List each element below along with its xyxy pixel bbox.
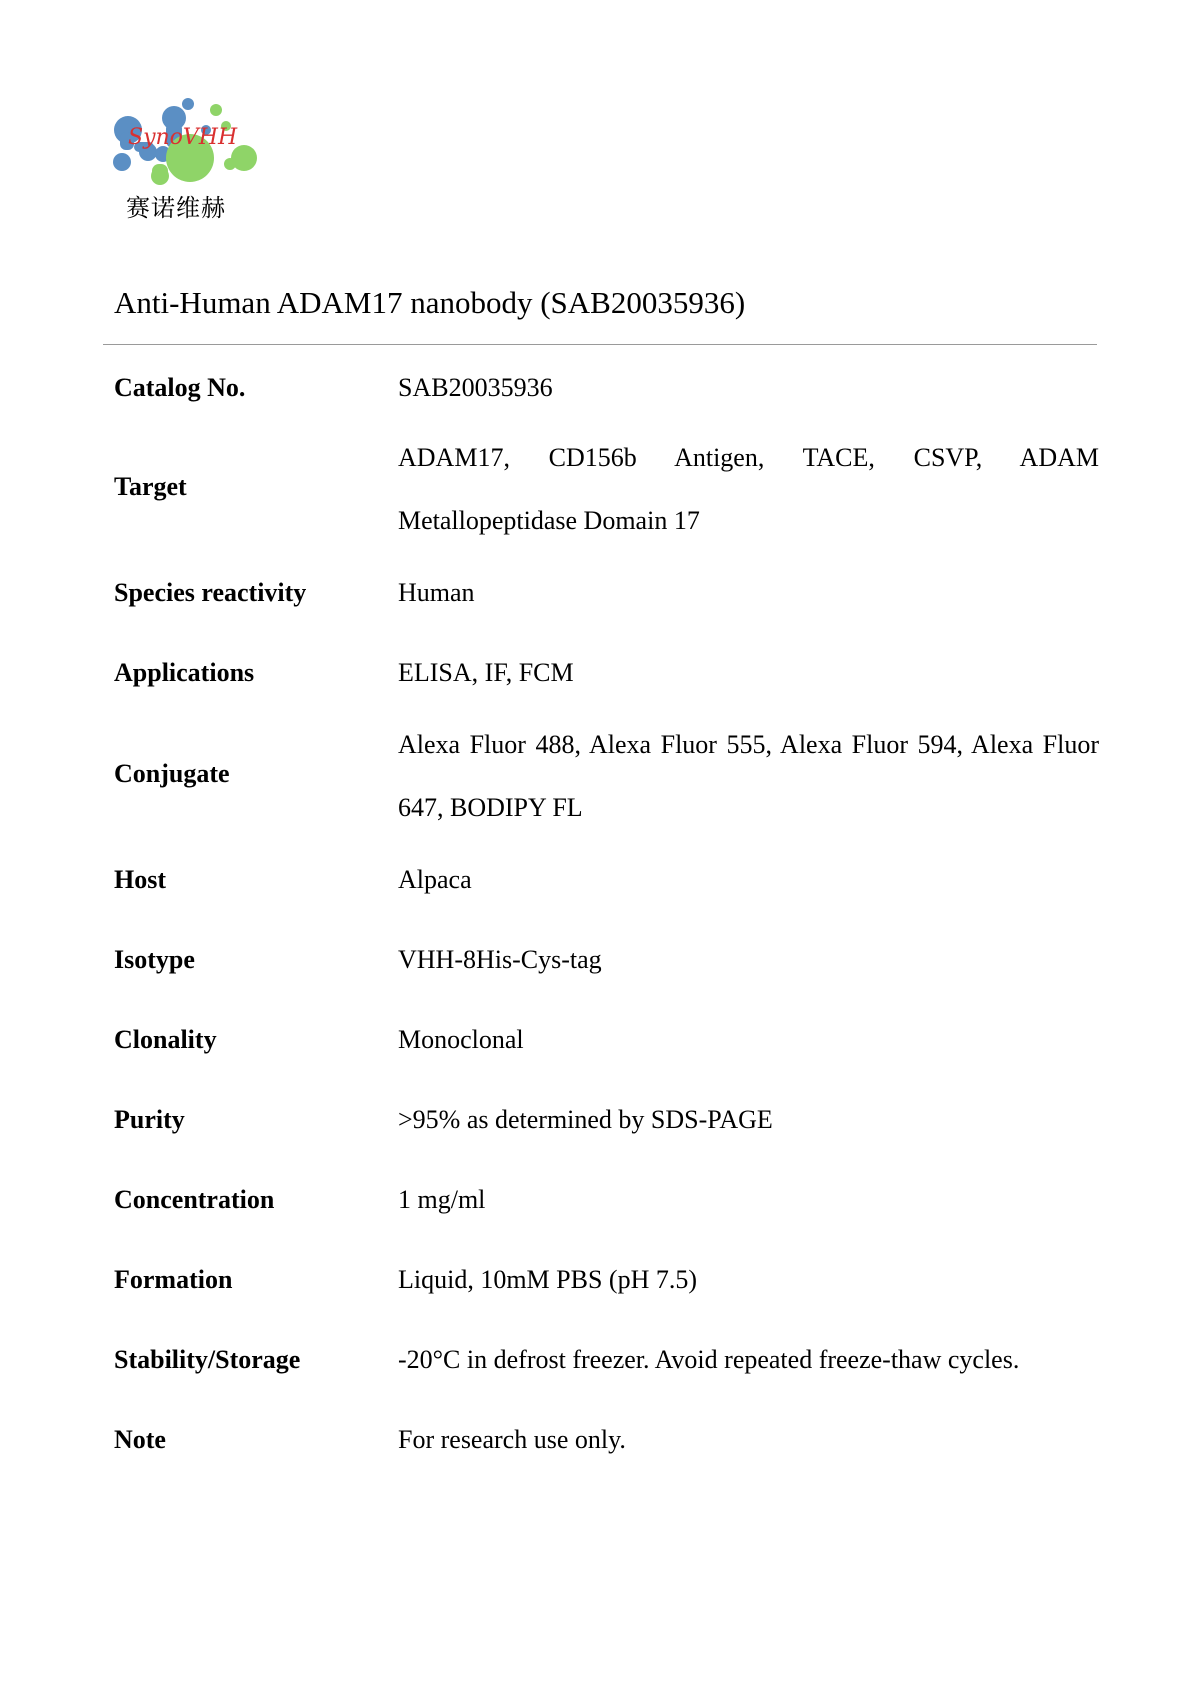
field-label: Species reactivity bbox=[114, 578, 307, 607]
synovhh-logo-graphic bbox=[108, 96, 268, 188]
document-title: Anti-Human ADAM17 nanobody (SAB20035936) bbox=[114, 285, 746, 320]
field-label: Isotype bbox=[114, 945, 195, 974]
field-label: Catalog No. bbox=[114, 373, 246, 402]
logo-caption: 赛诺维赫 bbox=[126, 194, 226, 222]
field-value: -20°C in defrost freezer. Avoid repeated freeze-thaw cycles. bbox=[398, 1345, 1020, 1374]
field-value: Alpaca bbox=[398, 865, 472, 894]
field-label: Conjugate bbox=[114, 759, 230, 788]
field-value: SAB20035936 bbox=[398, 373, 553, 402]
logo-script-text: SynoVHH bbox=[128, 125, 238, 150]
field-label: Target bbox=[114, 472, 187, 501]
field-label: Note bbox=[114, 1425, 166, 1454]
field-value: ADAM17, CD156b Antigen, TACE, CSVP, ADAM Metallopeptidase Domain 17 bbox=[398, 443, 1099, 535]
field-value: Alexa Fluor 488, Alexa Fluor 555, Alexa Fluor 594, Alexa Fluor 647, BODIPY FL bbox=[398, 730, 1099, 822]
field-label: Stability/Storage bbox=[114, 1345, 301, 1374]
field-label: Concentration bbox=[114, 1185, 275, 1214]
company-logo bbox=[108, 96, 268, 226]
field-value: Liquid, 10mM PBS (pH 7.5) bbox=[398, 1265, 698, 1294]
field-value: ELISA, IF, FCM bbox=[398, 658, 574, 687]
field-value: Human bbox=[398, 578, 475, 607]
field-label: Host bbox=[114, 865, 166, 894]
field-label: Formation bbox=[114, 1265, 233, 1294]
field-label: Clonality bbox=[114, 1025, 217, 1054]
field-label: Applications bbox=[114, 658, 255, 687]
title-divider bbox=[103, 344, 1097, 345]
field-value: VHH-8His-Cys-tag bbox=[398, 945, 602, 974]
field-label: Purity bbox=[114, 1105, 185, 1134]
field-value: 1 mg/ml bbox=[398, 1185, 486, 1214]
field-value: For research use only. bbox=[398, 1425, 626, 1454]
field-value: >95% as determined by SDS-PAGE bbox=[398, 1105, 773, 1134]
field-value: Monoclonal bbox=[398, 1025, 524, 1054]
